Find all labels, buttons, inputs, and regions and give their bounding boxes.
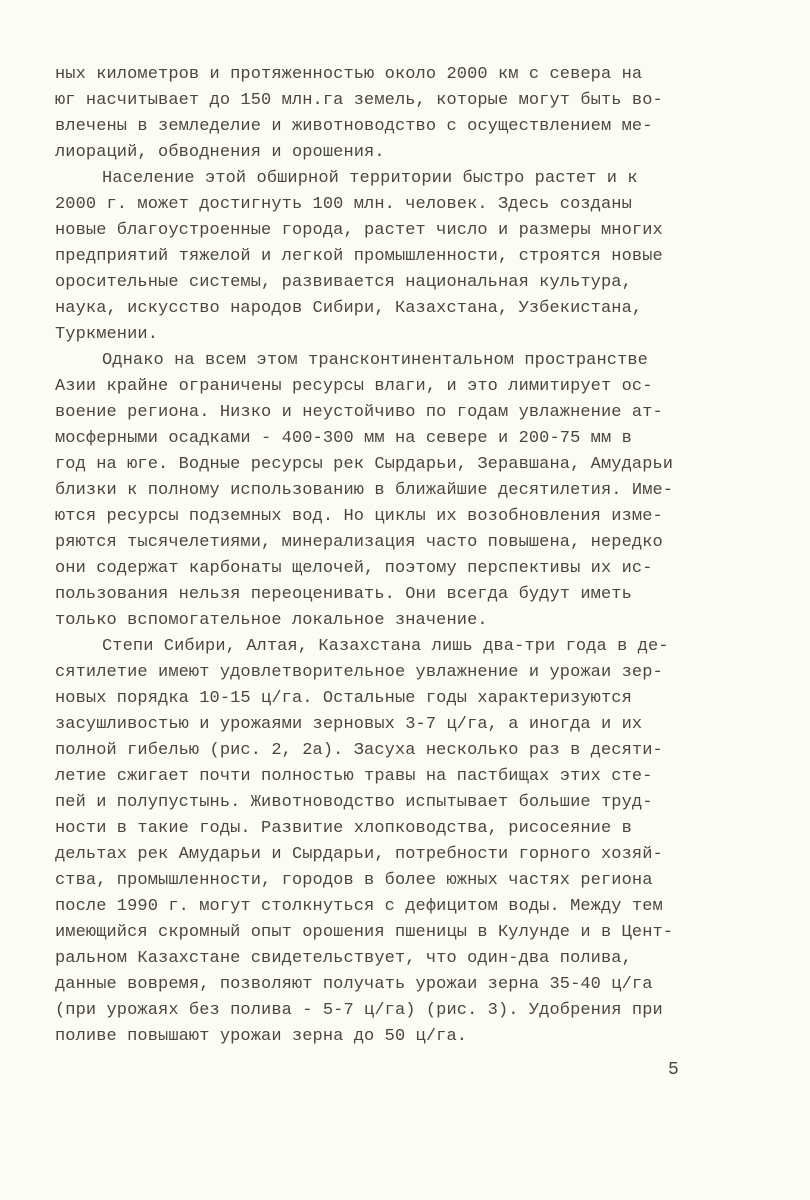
text-line: поливе повышают урожаи зерна до 50 ц/га. [55,1027,468,1046]
text-line: близки к полному использованию в ближайшие десятилетия. Име- [55,481,674,500]
text-line: ности в такие годы. Развитие хлопководства, рисосеяние в [55,819,632,838]
text-line: лиораций, обводнения и орошения. [55,143,385,162]
text-line: Население этой обширной территории быстро растет и к [102,169,638,188]
text-line: Однако на всем этом трансконтинентальном пространстве [102,351,648,370]
text-line: сятилетие имеют удовлетворительное увлажнение и урожаи зер- [55,663,663,682]
text-line: полной гибелью (рис. 2, 2а). Засуха несколько раз в десяти- [55,741,663,760]
text-line: предприятий тяжелой и легкой промышленности, строятся новые [55,247,663,266]
text-line: имеющийся скромный опыт орошения пшеницы в Кулунде и в Цент- [55,923,674,942]
body-text [55,62,745,1050]
text-line: ются ресурсы подземных вод. Но циклы их возобновления изме- [55,507,663,526]
paragraph [55,62,745,166]
paragraph [55,348,745,634]
text-line: (при урожаях без полива - 5-7 ц/га) (рис. 3). Удобрения при [55,1001,663,1020]
text-line: данные вовремя, позволяют получать урожаи зерна 35-40 ц/га [55,975,653,994]
text-line: Степи Сибири, Алтая, Казахстана лишь два-три года в де- [102,637,669,656]
paragraph [55,634,745,1050]
text-line: Туркмении. [55,325,159,344]
text-line: год на юге. Водные ресурсы рек Сырдарьи, Зеравшана, Амударьи [55,455,674,474]
text-line: летие сжигает почти полностью травы на пастбищах этих сте- [55,767,653,786]
text-line: после 1990 г. могут столкнуться с дефицитом воды. Между тем [55,897,663,916]
text-line: ства, промышленности, городов в более южных частях региона [55,871,653,890]
text-line: наука, искусство народов Сибири, Казахстана, Узбекистана, [55,299,643,318]
text-line: мосферными осадками - 400-300 мм на севере и 200-75 мм в [55,429,632,448]
text-line: влечены в земледелие и животноводство с осуществлением ме- [55,117,653,136]
text-line: пользования нельзя переоценивать. Они всегда будут иметь [55,585,632,604]
text-line: ральном Казахстане свидетельствует, что один-два полива, [55,949,632,968]
text-line: пей и полупустынь. Животноводство испытывает большие труд- [55,793,653,812]
text-line: засушливостью и урожаями зерновых 3-7 ц/га, а иногда и их [55,715,643,734]
text-line: только вспомогательное локальное значение. [55,611,488,630]
text-line: ных километров и протяженностью около 2000 км с севера на [55,65,643,84]
paragraph [55,166,745,348]
text-line: юг насчитывает до 150 млн.га земель, которые могут быть во- [55,91,663,110]
text-line: оросительные системы, развивается национальная культура, [55,273,632,292]
text-line: они содержат карбонаты щелочей, поэтому перспективы их ис- [55,559,653,578]
page-number: 5 [668,1060,679,1080]
text-line: новые благоустроенные города, растет число и размеры многих [55,221,663,240]
text-line: дельтах рек Амударьи и Сырдарьи, потребности горного хозяй- [55,845,663,864]
text-line: Азии крайне ограничены ресурсы влаги, и это лимитирует ос- [55,377,653,396]
text-line: новых порядка 10-15 ц/га. Остальные годы характеризуются [55,689,632,708]
text-line: 2000 г. может достигнуть 100 млн. человек. Здесь созданы [55,195,632,214]
text-line: воение региона. Низко и неустойчиво по годам увлажнение ат- [55,403,663,422]
text-line: ряются тысячелетиями, минерализация часто повышена, нередко [55,533,663,552]
